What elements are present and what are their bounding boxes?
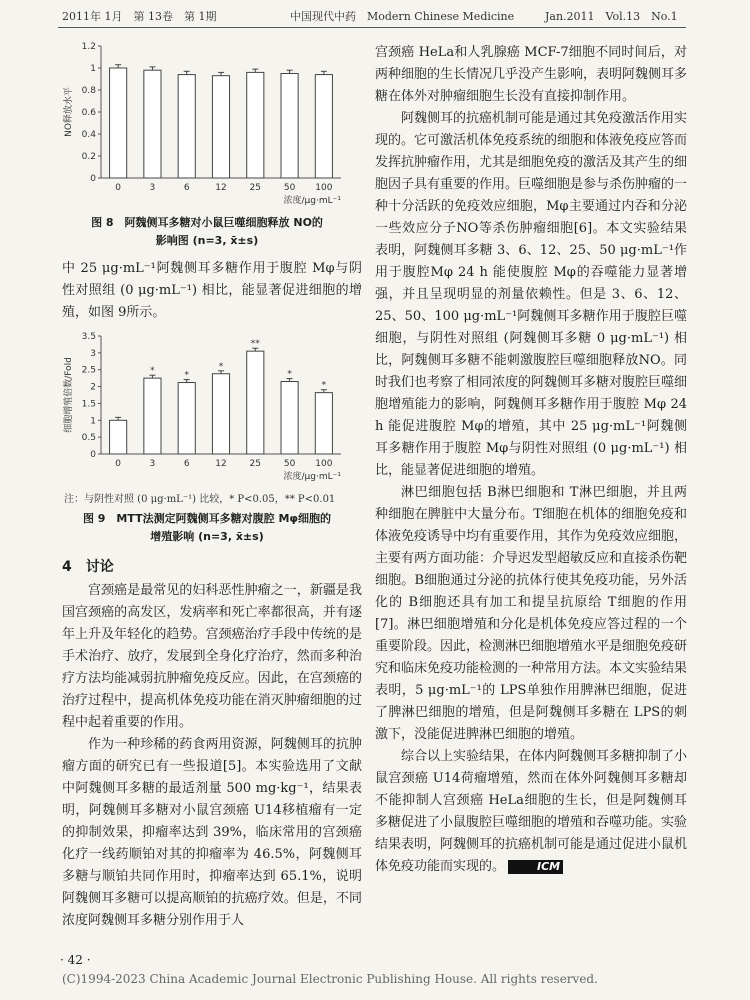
bar: [110, 420, 127, 454]
x-tick-label: 25: [249, 183, 262, 193]
significance-marker: *: [184, 370, 189, 381]
bar: [281, 382, 298, 454]
figure-8-caption: [62, 214, 352, 250]
paragraph: 宫颈癌是最常见的妇科恶性肿瘤之一，新疆是我国宫颈癌的高发区，发病率和死亡率都很高，并有逐年上升及年轻化的趋势。宫颈癌治疗手段中传统的是手术治疗、放疗，发展到全身化疗治疗，然而多种治疗方法均能减弱抗肿瘤免疫反应。因此，在宫颈癌的治疗过程中，提高机体免疫功能在消灭肿瘤细胞的过程中起着重要的作用。: [62, 583, 362, 730]
paragraph: 中 25 μg·mL⁻¹阿魏侧耳多糖作用于腹腔 Mφ与阴性对照组 (0 μg·mL⁻¹) 相比，能显著促进细胞的增殖，如图 9所示。: [62, 261, 362, 320]
bar: [247, 351, 264, 454]
y-tick-label: 1: [90, 416, 96, 427]
y-axis-label: NO释放水平: [64, 87, 74, 137]
bar: [110, 68, 127, 178]
x-tick-label: 50: [283, 459, 296, 469]
x-tick-label: 3: [149, 459, 156, 469]
significance-marker: *: [321, 380, 327, 391]
y-tick-label: 3: [90, 348, 96, 359]
x-tick-label: 6: [183, 183, 190, 193]
journal-end-logo: ICM: [508, 860, 563, 874]
y-tick-label: 0.5: [81, 433, 96, 444]
figure-8-chart: [55, 38, 355, 210]
x-tick-label: 12: [215, 459, 227, 469]
y-tick-label: 2: [90, 382, 96, 393]
y-tick-label: 1.5: [81, 399, 96, 410]
figure-8-caption-line2: 影响图 (n=3, x̄±s): [155, 234, 259, 247]
bar: [178, 75, 195, 178]
paragraph: [375, 746, 687, 878]
bar: [212, 76, 229, 178]
figure-9-chart: [55, 328, 355, 486]
x-tick-label: 3: [149, 183, 156, 193]
y-tick-label: 0.2: [81, 152, 96, 162]
significance-marker: *: [150, 366, 155, 377]
bar: [144, 70, 161, 178]
paragraph: 宫颈癌 HeLa和人乳腺癌 MCF-7细胞不同时间后，对两种细胞的生长情况几乎没产生影响，表明阿魏侧耳多糖在体外对肿瘤细胞生长没有直接抑制作用。: [375, 45, 688, 104]
section-title-discussion: 4 讨论: [62, 559, 114, 575]
y-tick-label: 3.5: [81, 332, 96, 342]
bar: [178, 383, 195, 454]
running-header-date: Jan.2011 Vol.13 No.1: [545, 10, 678, 23]
y-axis-label: 细胞增殖倍数/Fold: [64, 357, 74, 433]
running-header-issue: 2011年 1月 第 13卷 第 1期: [62, 10, 217, 23]
x-tick-label: 12: [215, 183, 227, 193]
x-tick-label: 6: [183, 459, 190, 469]
x-axis-label: 浓度/μg·mL⁻¹: [283, 196, 341, 206]
left-continuation: [62, 258, 362, 324]
x-tick-label: 50: [283, 183, 296, 193]
paragraph-text: 综合以上实验结果，在体内阿魏侧耳多糖抑制了小鼠宫颈癌 U14荷瘤增殖，然而在体外阿魏侧耳多糖却不能抑制人宫颈癌 HeLa细胞的生长，但是阿魏侧耳多糖促进了小鼠腹腔巨噬细胞的增殖和吞噬功能。实验结果表明，阿魏侧耳的抗癌机制可能是通过促进小鼠机体免疫功能而实现的。: [375, 749, 688, 874]
y-tick-label: 0.4: [81, 130, 96, 140]
header-rule: [58, 27, 686, 28]
paragraph: 作为一种珍稀的药食两用资源，阿魏侧耳的抗肿瘤方面的研究已有一些报道[5]。本实验选用了文献中阿魏侧耳多糖的最适剂量 500 mg·kg⁻¹，结果表明，阿魏侧耳多糖对小鼠宫颈癌 U14移植瘤有一定的抑制效果，抑瘤率达到 39%，临床常用的宫颈癌化疗一线药顺铂对其的抑瘤率为 46.5%，阿魏侧耳多糖与顺铂共同作用时，抑瘤率达到 65.1%，说明阿魏侧耳多糖可以提高顺铂的抗癌疗效。但是，不同浓度阿魏侧耳多糖分别作用于人: [62, 737, 362, 928]
x-tick-label: 0: [115, 183, 122, 193]
copyright-notice: (C)1994-2023 China Academic Journal Electronic Publishing House. All rights reserved.: [62, 972, 598, 986]
figure-9-caption-line2: 增殖影响 (n=3, x̄±s): [150, 530, 264, 543]
x-tick-label: 100: [315, 459, 333, 469]
x-axis-label: 浓度/μg·mL⁻¹: [283, 472, 341, 482]
x-tick-label: 100: [315, 183, 333, 193]
significance-marker: **: [250, 339, 260, 350]
left-body: [62, 580, 362, 932]
paragraph: 淋巴细胞包括 B淋巴细胞和 T淋巴细胞，并且两种细胞在脾脏中大量分布。T细胞在机体的细胞免疫和体液免疫诱导中均有重要作用，其作为免疫效应细胞，主要有两方面功能：介导迟发型超敏反应和直接杀伤靶细胞。B细胞通过分泌的抗体行使其免疫功能，另外活化的 B细胞还具有加工和提呈抗原给 T细胞的作用[7]。淋巴细胞增殖和分化是机体免疫应答过程的一个重要阶段。因此，检测淋巴细胞增殖水平是细胞免疫研究和临床免疫功能检测的一种常用方法。本文实验结果表明，5 μg·mL⁻¹的 LPS单独作用脾淋巴细胞，促进了脾淋巴细胞的增殖，但是阿魏侧耳多糖在 LPS的刺激下，没能促进脾淋巴细胞的增殖。: [375, 485, 688, 742]
significance-marker: *: [218, 361, 224, 372]
figure-9-note: 注：与阴性对照 (0 μg·mL⁻¹) 比较，* P<0.05，** P<0.01: [64, 494, 336, 505]
bar: [247, 72, 264, 178]
y-tick-label: 0: [90, 174, 96, 184]
y-tick-label: 0.6: [81, 108, 96, 118]
page-number: · 42 ·: [60, 953, 91, 967]
bar: [281, 74, 298, 179]
y-tick-label: 2.5: [81, 365, 96, 376]
x-tick-label: 0: [115, 459, 122, 469]
figure-9-caption: [62, 510, 352, 546]
y-tick-label: 0: [90, 450, 96, 460]
bar: [315, 75, 332, 178]
paragraph: 阿魏侧耳的抗癌机制可能是通过其免疫激活作用实现的。它可激活机体免疫系统的细胞和体液免疫应答而发挥抗肿瘤作用，尤其是细胞免疫的激活及其产生的细胞因子具有重要的作用。巨噬细胞是参与杀伤肿瘤的一种十分活跃的免疫效应细胞，Mφ主要通过内吞和分泌一些效应分子NO等杀伤肿瘤细胞[6]。本文实验结果表明，阿魏侧耳多糖 3、6、12、25、50 μg·mL⁻¹作用于腹腔Mφ 24 h 能使腹腔 Mφ的吞噬能力显著增强，并且呈现明显的剂量依赖性。但是 3、6、12、25、50、100 μg·mL⁻¹阿魏侧耳多糖作用于腹腔巨噬细胞，与阴性对照组 (阿魏侧耳多糖 0 μg·mL⁻¹) 相比，阿魏侧耳多糖不能刺激腹腔巨噬细胞释放NO。同时我们也考察了相同浓度的阿魏侧耳多糖对腹腔巨噬细胞增殖能力的影响，阿魏侧耳多糖作用于腹腔 Mφ 24 h 能促进腹腔 Mφ的增殖，其中 25 μg·mL⁻¹阿魏侧耳多糖作用于腹腔 Mφ与阴性对照组 (0 μg·mL⁻¹) 相比，能显著促进细胞的增殖。: [375, 111, 688, 478]
y-tick-label: 1.2: [81, 42, 96, 52]
x-tick-label: 25: [249, 459, 262, 469]
significance-marker: *: [287, 369, 292, 380]
figure-8-caption-line1: 图 8 阿魏侧耳多糖对小鼠巨噬细胞释放 NO的: [91, 216, 323, 229]
bar: [315, 393, 332, 454]
running-header-journal: 中国现代中药 Modern Chinese Medicine: [290, 10, 515, 23]
figure-9-caption-line1: 图 9 MTT法测定阿魏侧耳多糖对腹腔 Mφ细胞的: [82, 512, 332, 525]
bar: [144, 378, 161, 454]
y-tick-label: 1: [90, 64, 96, 74]
right-body: [375, 42, 687, 878]
y-tick-label: 0.8: [81, 86, 96, 96]
bar: [212, 374, 229, 454]
